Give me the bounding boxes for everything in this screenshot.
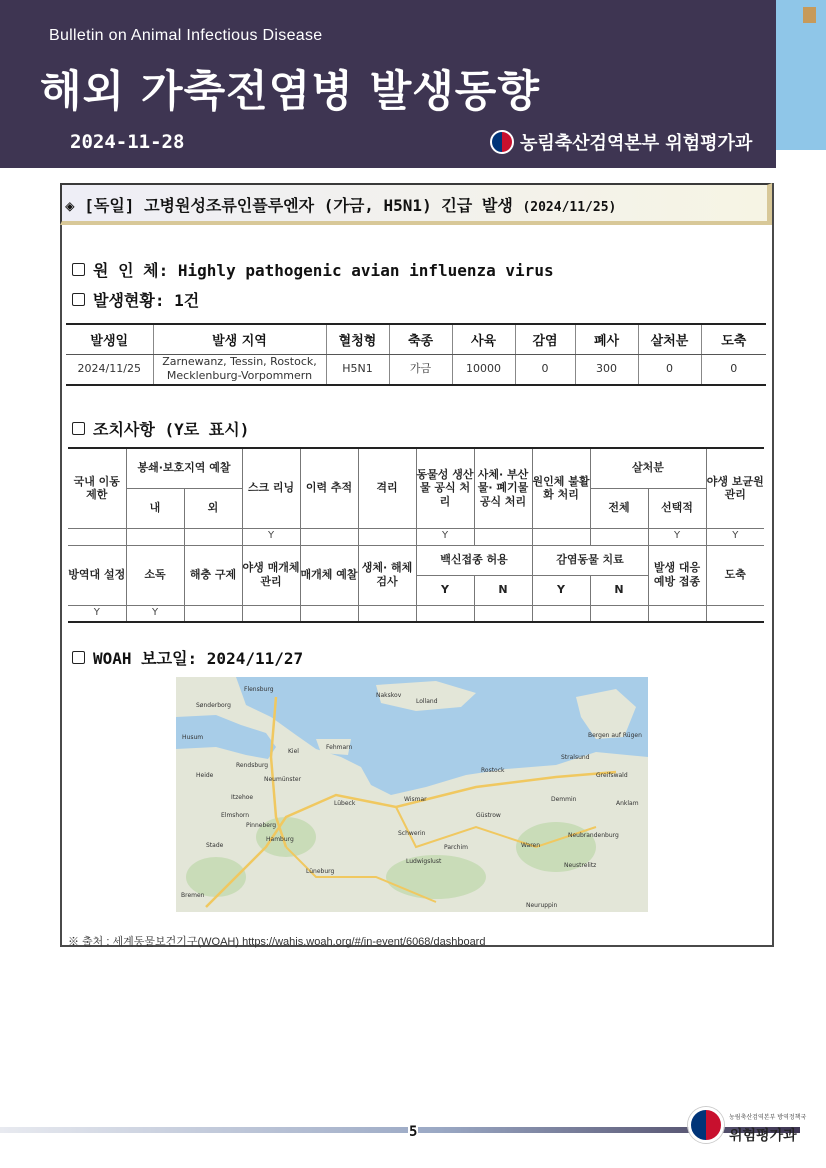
map-label: Lübeck: [334, 800, 356, 807]
measure-value: [648, 605, 706, 622]
table-cell: 300: [575, 354, 638, 385]
map-label: Stade: [206, 842, 224, 849]
measure-subheader: 선택적: [648, 488, 706, 528]
measure-header: 동물성 생산물 공식 처리: [416, 448, 474, 528]
map-label: Kiel: [288, 748, 299, 755]
measure-value: [242, 605, 300, 622]
measure-header: 야생 보균원 관리: [706, 448, 764, 528]
header-cell: 축종: [389, 324, 452, 354]
checkbox-square-icon: [72, 651, 85, 664]
measure-header: 스크 리닝: [242, 448, 300, 528]
map-label: Husum: [182, 734, 204, 741]
map-label: Demmin: [551, 796, 577, 803]
map-label: Fehmarn: [326, 744, 353, 751]
table-cell: 가금: [389, 354, 452, 385]
header-cell: 살처분: [638, 324, 701, 354]
measure-header: 사체· 부산물· 폐기물 공식 처리: [474, 448, 532, 528]
map-label: Schwerin: [398, 830, 426, 837]
map-label: Neuruppin: [526, 902, 558, 909]
map-label: Bergen auf Rügen: [588, 732, 642, 739]
measure-value: [300, 528, 358, 545]
table-row: [66, 354, 766, 385]
measure-value: [532, 528, 590, 545]
taeguk-logo-icon: [490, 130, 514, 154]
measure-header: 해충 구제: [184, 545, 242, 605]
report-title: [65, 193, 616, 216]
measure-value: [474, 528, 532, 545]
header-cell: 발생일: [66, 324, 153, 354]
measure-value: Y: [126, 605, 184, 622]
taeguk-logo-icon: [688, 1107, 724, 1143]
pathogen-line: [72, 258, 554, 281]
source-note: ※ 출처 : 세계동물보건기구(WOAH) https://wahis.woah.org/#/in-event/6068/dashboard: [68, 936, 486, 948]
map-label: Anklam: [616, 800, 639, 807]
table-header-row: [66, 324, 766, 354]
measures-header-row-3: [68, 545, 764, 575]
measure-header: 방역대 설정: [68, 545, 126, 605]
page-title: 해외 가축전염병 발생동향: [40, 67, 540, 117]
footer-org-small: 농림축산검역본부 방역정책국: [729, 1114, 807, 1121]
measure-header: 도축: [706, 545, 764, 605]
measure-subheader: Y: [532, 575, 590, 605]
measure-header: 소독: [126, 545, 184, 605]
map-label: Nakskov: [376, 692, 402, 699]
measures-title: 조치사항 (Y로 표시): [93, 420, 250, 439]
bulletin-date: 2024-11-28: [70, 131, 185, 153]
header-cell: 감염: [515, 324, 575, 354]
table-cell: Zarnewanz, Tessin, Rostock, Mecklenburg-Vorpommern: [153, 354, 326, 385]
measure-value: Y: [706, 528, 764, 545]
map-label: Waren: [521, 842, 541, 849]
measure-subheader: N: [474, 575, 532, 605]
header-cell: 발생 지역: [153, 324, 326, 354]
map-graphic: [176, 677, 648, 912]
map-label: Güstrow: [476, 812, 501, 819]
page-number: 5: [409, 1124, 418, 1140]
bulletin-subtitle: Bulletin on Animal Infectious Disease: [49, 27, 323, 44]
header-cell: 사육: [452, 324, 515, 354]
measure-value: Y: [68, 605, 126, 622]
measure-header: 발생 대응 예방 접종: [648, 545, 706, 605]
map-label: Sønderborg: [196, 702, 231, 709]
measure-header: 야생 매개체 관리: [242, 545, 300, 605]
measures-line: [72, 417, 249, 440]
measure-header: 격리: [358, 448, 416, 528]
header-cell: 혈청형: [326, 324, 389, 354]
footer-line: [0, 1127, 800, 1133]
checkbox-square-icon: [72, 263, 85, 276]
map-label: Flensburg: [244, 686, 274, 693]
header-cell: 도축: [701, 324, 766, 354]
measure-value: [184, 605, 242, 622]
measure-value: [532, 605, 590, 622]
measure-value: Y: [242, 528, 300, 545]
map-label: Bremen: [181, 892, 205, 899]
measure-subheader: N: [590, 575, 648, 605]
table-cell: 0: [638, 354, 701, 385]
map-label: Elmshorn: [221, 812, 250, 819]
table-cell: 10000: [452, 354, 515, 385]
measure-header: 국내 이동 제한: [68, 448, 126, 528]
map-label: Heide: [196, 772, 214, 779]
outbreak-map: [176, 677, 648, 912]
measure-header: 생체· 해체 검사: [358, 545, 416, 605]
measure-subheader: 내: [126, 488, 184, 528]
map-label: Itzehoe: [231, 794, 254, 801]
measure-header: 백신접종 허용: [416, 545, 532, 575]
header-cell: 폐사: [575, 324, 638, 354]
table-cell: 2024/11/25: [66, 354, 153, 385]
measure-value: [358, 605, 416, 622]
measure-header: 봉쇄·보호지역 예찰: [126, 448, 242, 488]
map-label: Parchim: [444, 844, 468, 851]
measure-subheader: Y: [416, 575, 474, 605]
side-accent-bar: [776, 0, 826, 150]
measure-value: [416, 605, 474, 622]
measure-value: Y: [648, 528, 706, 545]
measure-header: 감염동물 치료: [532, 545, 648, 575]
measure-value: Y: [416, 528, 474, 545]
woah-report-date: WOAH 보고일: 2024/11/27: [93, 649, 304, 668]
measure-value: [126, 528, 184, 545]
map-label: Neubrandenburg: [568, 832, 619, 839]
checkbox-square-icon: [72, 422, 85, 435]
map-label: Rendsburg: [236, 762, 269, 769]
report-title-date: (2024/11/25): [522, 200, 617, 215]
map-label: Lüneburg: [306, 868, 335, 875]
outbreak-table: [66, 323, 766, 386]
measure-value: [474, 605, 532, 622]
map-label: Hamburg: [266, 836, 294, 843]
measure-value: [358, 528, 416, 545]
side-accent-square: [803, 7, 816, 23]
measure-value: [184, 528, 242, 545]
organization-name: 농림축산검역본부 위험평가과: [520, 133, 753, 154]
measures-value-row-2: [68, 605, 764, 622]
measure-subheader: 전체: [590, 488, 648, 528]
map-label: Greifswald: [596, 772, 628, 779]
table-cell: 0: [515, 354, 575, 385]
measure-value: [706, 605, 764, 622]
measure-header: 원인체 불활화 처리: [532, 448, 590, 528]
report-title-main: ◈ [독일] 고병원성조류인플루엔자 (가금, H5N1) 긴급 발생: [65, 196, 513, 215]
status-text: 발생현황: 1건: [93, 291, 200, 310]
map-label: Rostock: [481, 767, 505, 774]
organization: [490, 129, 752, 155]
map-label: Lolland: [416, 698, 438, 705]
map-label: Neumünster: [264, 776, 302, 783]
measure-subheader: 외: [184, 488, 242, 528]
map-label: Neustrelitz: [564, 862, 597, 869]
measure-header: 매개체 예찰: [300, 545, 358, 605]
measure-header: 이력 추적: [300, 448, 358, 528]
checkbox-square-icon: [72, 293, 85, 306]
measure-value: [68, 528, 126, 545]
measures-table: [68, 447, 764, 623]
map-label: Wismar: [404, 796, 427, 803]
table-cell: 0: [701, 354, 766, 385]
map-label: Pinneberg: [246, 822, 277, 829]
pathogen-text: 원 인 체: Highly pathogenic avian influenza virus: [93, 261, 554, 280]
map-label: Stralsund: [561, 754, 590, 761]
measure-value: [590, 605, 648, 622]
measure-header: 살처분: [590, 448, 706, 488]
footer-org-name: 위험평가과: [729, 1128, 797, 1144]
table-cell: H5N1: [326, 354, 389, 385]
woah-line: [72, 646, 303, 669]
measure-value: [300, 605, 358, 622]
map-label: Ludwigslust: [406, 858, 442, 865]
measure-value: [590, 528, 648, 545]
measures-header-row-1: [68, 448, 764, 488]
status-line: [72, 288, 199, 311]
measures-value-row-1: [68, 528, 764, 545]
